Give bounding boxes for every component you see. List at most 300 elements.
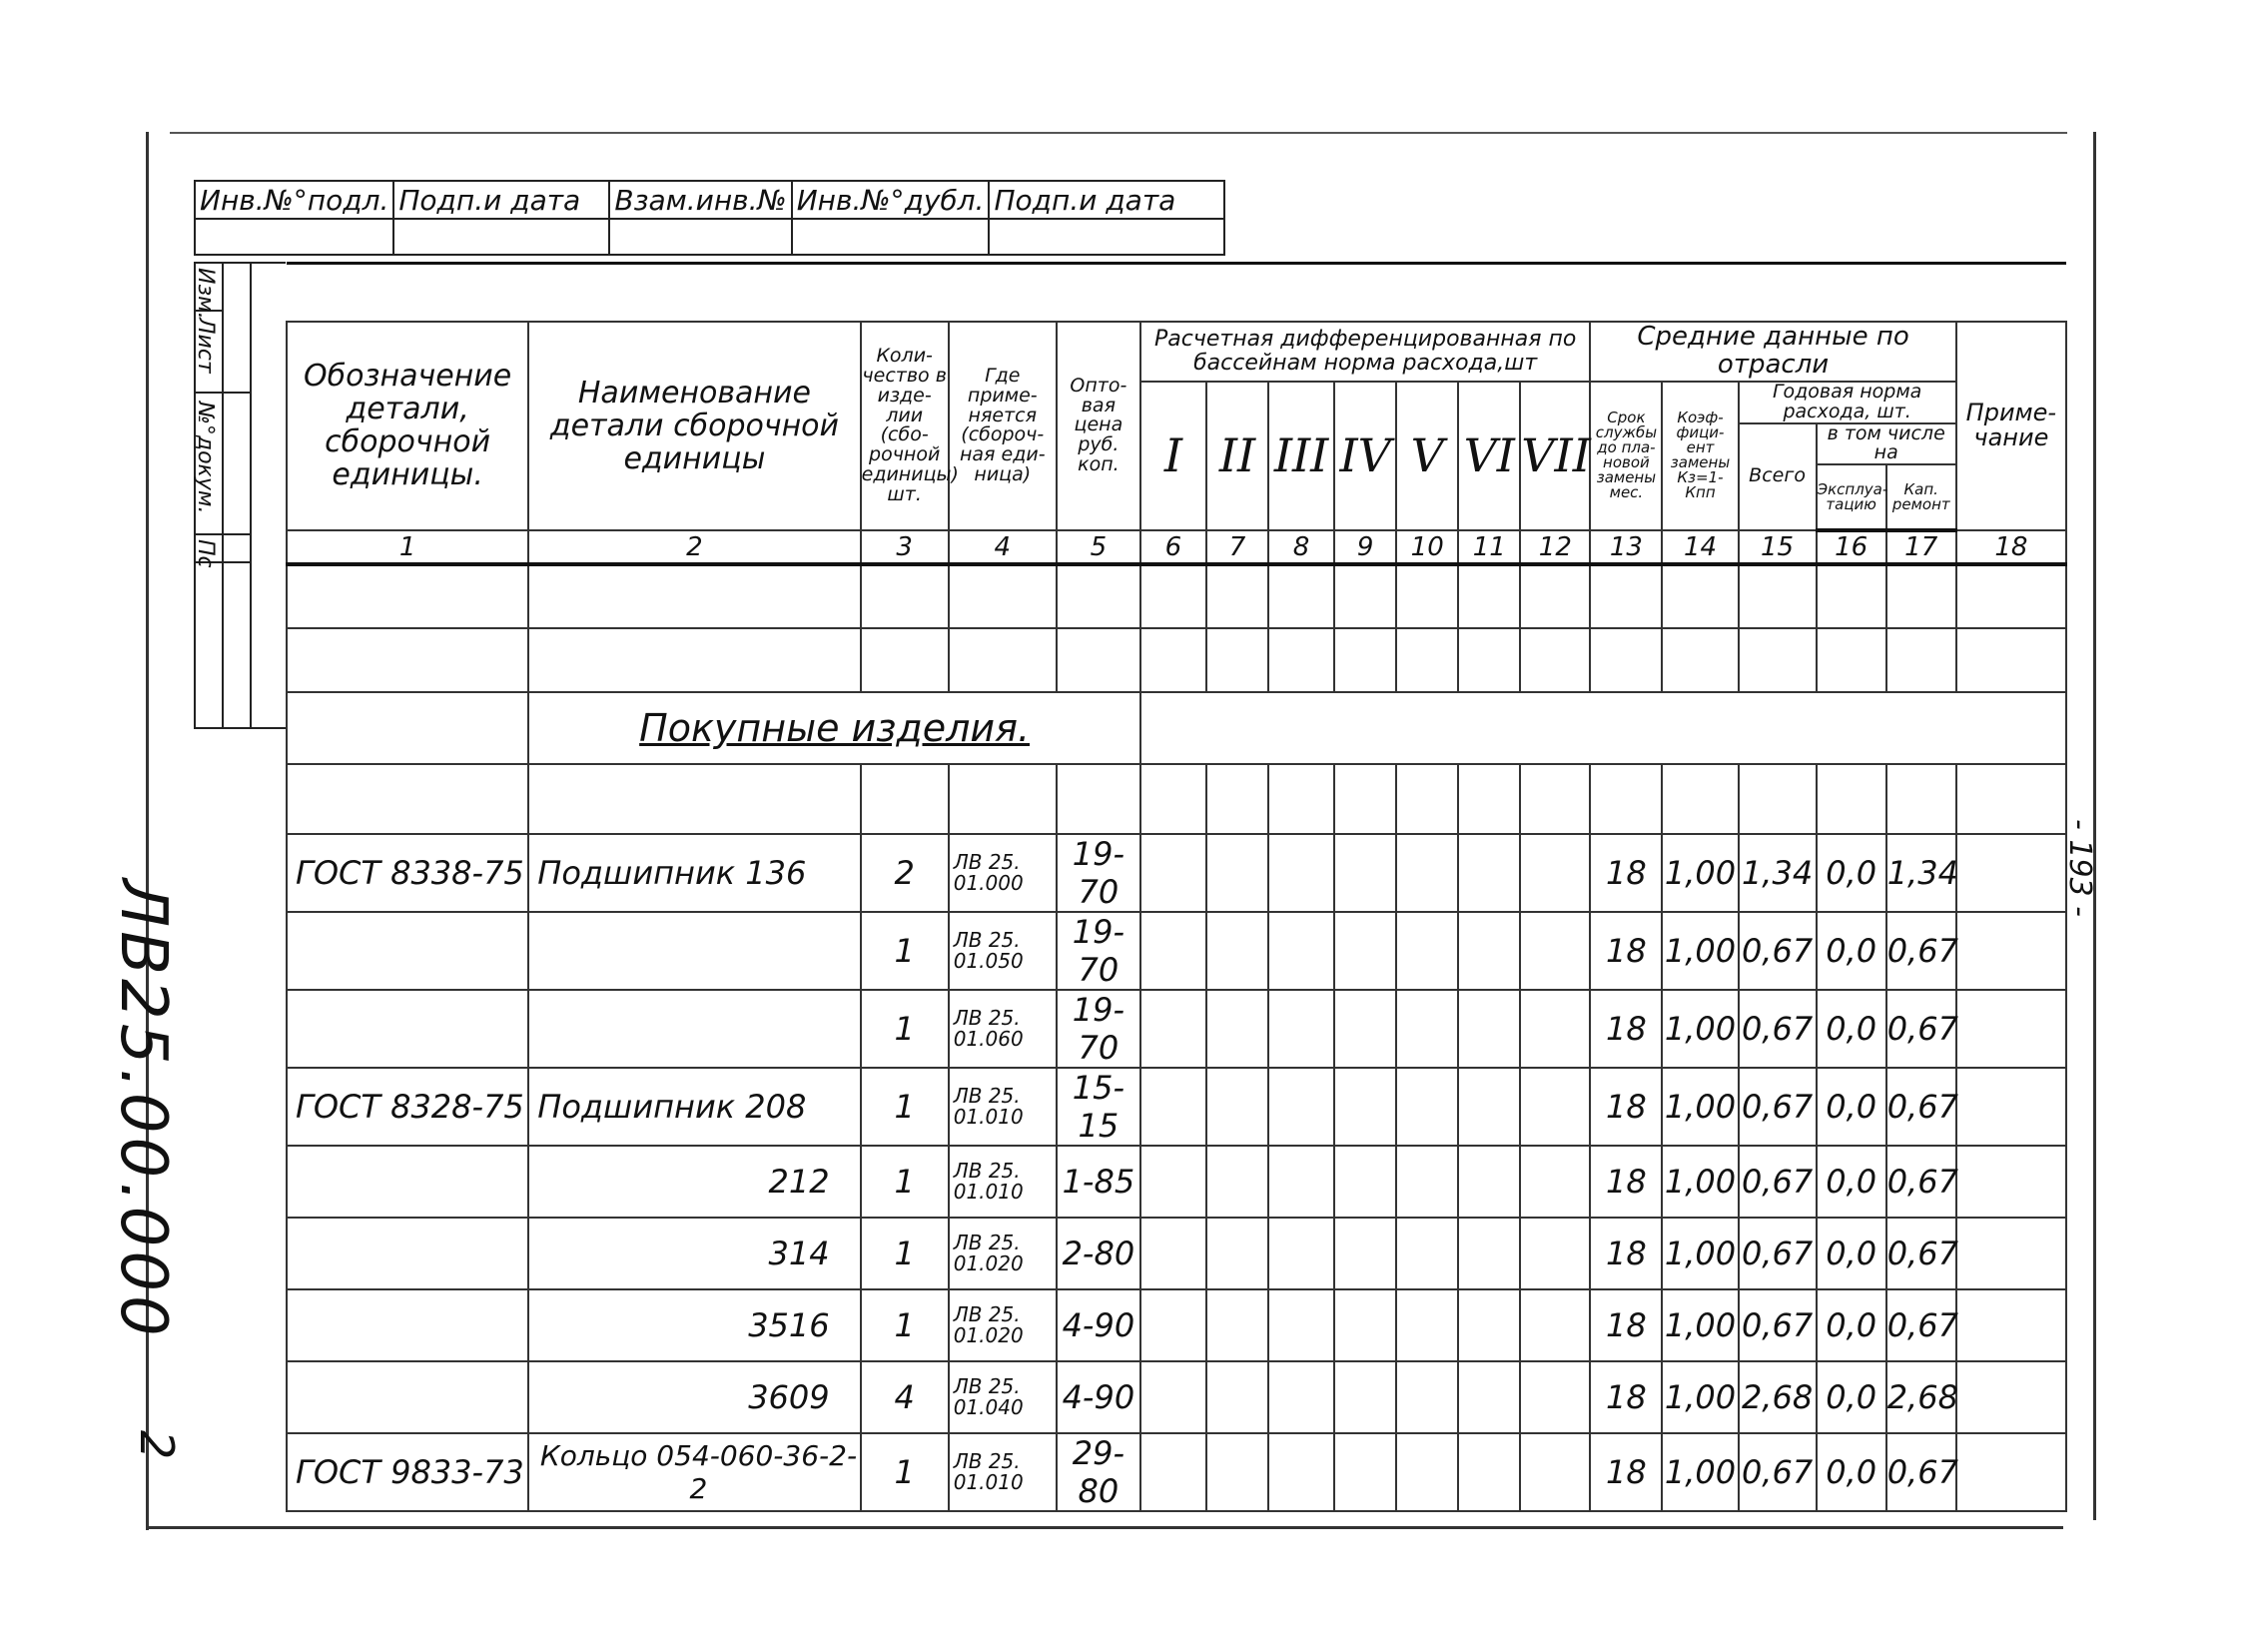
empty-cell bbox=[1520, 990, 1590, 1068]
empty-cell bbox=[287, 628, 528, 692]
column-number: 4 bbox=[949, 530, 1057, 564]
cell-cena: 2-80 bbox=[1057, 1218, 1140, 1289]
empty-row bbox=[287, 628, 2066, 692]
strip-line bbox=[194, 533, 250, 535]
cell-gde-primenyaetsya: ЛВ 25. 01.000 bbox=[949, 834, 1057, 912]
cell-naimenovanie: Подшипник 208 bbox=[528, 1068, 860, 1146]
section-title-cell bbox=[528, 692, 1140, 764]
empty-cell bbox=[1520, 1433, 1590, 1511]
column-number: 6 bbox=[1140, 530, 1206, 564]
empty-cell bbox=[287, 564, 528, 628]
table-row bbox=[287, 1218, 2066, 1289]
cell-cena: 1-85 bbox=[1057, 1146, 1140, 1218]
cell-oboznachenie: ГОСТ 8328-75 bbox=[287, 1068, 528, 1146]
empty-cell bbox=[1268, 564, 1334, 628]
empty-cell bbox=[1956, 1433, 2066, 1511]
empty-cell bbox=[1057, 628, 1140, 692]
strip-line bbox=[222, 262, 224, 729]
cell-koef: 1,00 bbox=[1662, 912, 1738, 990]
empty-cell bbox=[1206, 1146, 1268, 1218]
empty-cell bbox=[1057, 564, 1140, 628]
column-number: 17 bbox=[1886, 530, 1956, 564]
header-roman-5: V bbox=[1396, 382, 1458, 531]
cell-cena: 29-80 bbox=[1057, 1433, 1140, 1511]
empty-cell bbox=[1817, 628, 1886, 692]
empty-cell bbox=[1206, 1218, 1268, 1289]
cell-vsego: 0,67 bbox=[1739, 1218, 1817, 1289]
column-number: 2 bbox=[528, 530, 860, 564]
column-number: 18 bbox=[1956, 530, 2066, 564]
empty-cell bbox=[528, 628, 860, 692]
strip-line bbox=[194, 727, 286, 729]
empty-cell bbox=[1334, 1433, 1396, 1511]
cell-vsego: 0,67 bbox=[1739, 1289, 1817, 1361]
cell-koef: 1,00 bbox=[1662, 1433, 1738, 1511]
column-number: 14 bbox=[1662, 530, 1738, 564]
empty-cell bbox=[1817, 764, 1886, 834]
strip-line bbox=[194, 262, 286, 264]
stamp-cell-empty bbox=[195, 219, 393, 255]
cell-koef: 1,00 bbox=[1662, 1146, 1738, 1218]
empty-cell bbox=[1458, 1146, 1520, 1218]
sheet-number: 2 bbox=[130, 1430, 184, 1460]
empty-cell bbox=[1334, 1068, 1396, 1146]
empty-cell bbox=[1140, 990, 1206, 1068]
cell-kap-remont: 0,67 bbox=[1886, 990, 1956, 1068]
empty-cell bbox=[1268, 1146, 1334, 1218]
empty-cell bbox=[1956, 990, 2066, 1068]
cell-ekspluataciya: 0,0 bbox=[1817, 1218, 1886, 1289]
empty-cell bbox=[1886, 564, 1956, 628]
cell-kolichestvo: 1 bbox=[861, 1068, 949, 1146]
column-numbers-row bbox=[287, 530, 2066, 564]
strip-line bbox=[250, 262, 252, 729]
empty-cell bbox=[1396, 1218, 1458, 1289]
cell-kap-remont: 0,67 bbox=[1886, 1218, 1956, 1289]
empty-cell bbox=[1396, 1068, 1458, 1146]
empty-cell bbox=[1590, 628, 1662, 692]
empty-cell bbox=[1520, 1068, 1590, 1146]
cell-srok: 18 bbox=[1590, 1068, 1662, 1146]
empty-cell bbox=[1268, 1433, 1334, 1511]
cell-oboznachenie bbox=[287, 1146, 528, 1218]
empty-cell bbox=[1206, 834, 1268, 912]
column-number: 11 bbox=[1458, 530, 1520, 564]
empty-cell bbox=[1956, 764, 2066, 834]
cell-ekspluataciya: 0,0 bbox=[1817, 1146, 1886, 1218]
header-primechanie: Приме-чание bbox=[1956, 322, 2066, 531]
header-roman-6: VI bbox=[1458, 382, 1520, 531]
column-number: 8 bbox=[1268, 530, 1334, 564]
empty-cell bbox=[1956, 1361, 2066, 1433]
empty-cell bbox=[1662, 764, 1738, 834]
cell-cena: 19-70 bbox=[1057, 912, 1140, 990]
cell-oboznachenie bbox=[287, 1361, 528, 1433]
empty-cell bbox=[1458, 764, 1520, 834]
column-number: 7 bbox=[1206, 530, 1268, 564]
cell-naimenovanie: Кольцо 054-060-36-2-2 bbox=[528, 1433, 860, 1511]
empty-cell bbox=[1739, 564, 1817, 628]
cell-kolichestvo: 1 bbox=[861, 912, 949, 990]
cell-vsego: 0,67 bbox=[1739, 1146, 1817, 1218]
column-number: 13 bbox=[1590, 530, 1662, 564]
header-optovaya-cena: Опто-вая цена руб. коп. bbox=[1057, 322, 1140, 531]
empty-cell bbox=[1206, 764, 1268, 834]
empty-cell bbox=[1396, 628, 1458, 692]
table-row bbox=[287, 1068, 2066, 1146]
stamp-cell-empty bbox=[989, 219, 1224, 255]
table-row bbox=[287, 1289, 2066, 1361]
empty-cell bbox=[1334, 628, 1396, 692]
empty-cell bbox=[1886, 764, 1956, 834]
cell-kolichestvo: 2 bbox=[861, 834, 949, 912]
frame-bottom-line bbox=[146, 1526, 2063, 1529]
cell-oboznachenie bbox=[287, 1218, 528, 1289]
empty-cell bbox=[1458, 1433, 1520, 1511]
empty-cell bbox=[1886, 628, 1956, 692]
cell-oboznachenie: ГОСТ 8338-75 bbox=[287, 834, 528, 912]
data-rows bbox=[287, 834, 2066, 1511]
document-code: ЛВ25.00.000 bbox=[106, 879, 180, 1340]
empty-cell bbox=[1956, 912, 2066, 990]
cell-naimenovanie: Подшипник 136 bbox=[528, 834, 860, 912]
empty-cell bbox=[1334, 1361, 1396, 1433]
header-naimenovanie: Наименование детали сборочной единицы bbox=[528, 322, 860, 531]
header-oboznachenie: Обозначение детали, сборочной единицы. bbox=[287, 322, 528, 531]
empty-cell bbox=[861, 628, 949, 692]
empty-cell bbox=[1458, 990, 1520, 1068]
stamp-inv-podl: Инв.№°подл. bbox=[195, 181, 393, 219]
cell-koef: 1,00 bbox=[1662, 990, 1738, 1068]
empty-cell bbox=[1520, 1218, 1590, 1289]
cell-kolichestvo: 4 bbox=[861, 1361, 949, 1433]
cell-srok: 18 bbox=[1590, 990, 1662, 1068]
empty-cell bbox=[1057, 764, 1140, 834]
cell-oboznachenie: ГОСТ 9833-73 bbox=[287, 1433, 528, 1511]
empty-cell bbox=[1520, 628, 1590, 692]
stamp-cell-empty bbox=[609, 219, 791, 255]
empty-cell bbox=[1268, 1068, 1334, 1146]
cell-naimenovanie bbox=[528, 912, 860, 990]
cell-vsego: 0,67 bbox=[1739, 1068, 1817, 1146]
cell-gde-primenyaetsya: ЛВ 25. 01.050 bbox=[949, 912, 1057, 990]
empty-cell bbox=[1206, 1433, 1268, 1511]
empty-cell bbox=[1334, 564, 1396, 628]
empty-cell bbox=[1140, 628, 1206, 692]
empty-cell bbox=[1140, 564, 1206, 628]
table-row bbox=[287, 1433, 2066, 1511]
cell-kap-remont: 0,67 bbox=[1886, 1068, 1956, 1146]
empty-cell bbox=[287, 764, 528, 834]
empty-row bbox=[287, 764, 2066, 834]
table-row bbox=[287, 912, 2066, 990]
empty-cell bbox=[1140, 764, 1206, 834]
cell-vsego: 0,67 bbox=[1739, 1433, 1817, 1511]
empty-cell bbox=[1458, 1361, 1520, 1433]
header-kap-remont: Кап. ремонт bbox=[1886, 464, 1956, 530]
cell-ekspluataciya: 0,0 bbox=[1817, 1068, 1886, 1146]
header-godovaya-norma: Годовая норма расхода, шт. bbox=[1739, 382, 1956, 423]
table-row bbox=[287, 990, 2066, 1068]
empty-cell bbox=[1268, 834, 1334, 912]
cell-naimenovanie: 3516 bbox=[528, 1289, 860, 1361]
cell-srok: 18 bbox=[1590, 1146, 1662, 1218]
empty-cell bbox=[1140, 1361, 1206, 1433]
empty-cell bbox=[1739, 628, 1817, 692]
header-kolichestvo: Коли-чество в изде-лии (сбо-рочной единицы) шт. bbox=[861, 322, 949, 531]
stamp-podp-data-1: Подп.и дата bbox=[393, 181, 609, 219]
cell-kap-remont: 2,68 bbox=[1886, 1361, 1956, 1433]
table-row bbox=[287, 834, 2066, 912]
empty-cell bbox=[1520, 1146, 1590, 1218]
cell-naimenovanie bbox=[528, 990, 860, 1068]
empty-cell bbox=[1334, 834, 1396, 912]
cell-kolichestvo: 1 bbox=[861, 1146, 949, 1218]
header-roman-7: VII bbox=[1520, 382, 1590, 531]
empty-cell bbox=[1956, 628, 2066, 692]
empty-cell bbox=[1268, 628, 1334, 692]
cell-gde-primenyaetsya: ЛВ 25. 01.010 bbox=[949, 1068, 1057, 1146]
section-cell-empty bbox=[287, 692, 528, 764]
cell-kap-remont: 0,67 bbox=[1886, 1146, 1956, 1218]
cell-gde-primenyaetsya: ЛВ 25. 01.010 bbox=[949, 1146, 1057, 1218]
empty-cell bbox=[1396, 834, 1458, 912]
cell-koef: 1,00 bbox=[1662, 1361, 1738, 1433]
empty-cell bbox=[1334, 990, 1396, 1068]
empty-cell bbox=[1396, 1289, 1458, 1361]
cell-srok: 18 bbox=[1590, 1361, 1662, 1433]
header-roman-3: III bbox=[1268, 382, 1334, 531]
stamp-podp-data-2: Подп.и дата bbox=[989, 181, 1224, 219]
empty-cell bbox=[1334, 912, 1396, 990]
cell-cena: 19-70 bbox=[1057, 834, 1140, 912]
empty-cell bbox=[861, 564, 949, 628]
cell-gde-primenyaetsya: ЛВ 25. 01.060 bbox=[949, 990, 1057, 1068]
table-row bbox=[287, 1146, 2066, 1218]
empty-cell bbox=[949, 764, 1057, 834]
column-number: 15 bbox=[1739, 530, 1817, 564]
cell-oboznachenie bbox=[287, 1289, 528, 1361]
cell-kap-remont: 0,67 bbox=[1886, 1433, 1956, 1511]
cell-kap-remont: 0,67 bbox=[1886, 1289, 1956, 1361]
empty-cell bbox=[1206, 1068, 1268, 1146]
cell-koef: 1,00 bbox=[1662, 1218, 1738, 1289]
empty-cell bbox=[1396, 564, 1458, 628]
empty-cell bbox=[1956, 564, 2066, 628]
empty-cell bbox=[1520, 564, 1590, 628]
empty-cell bbox=[1458, 564, 1520, 628]
cell-kolichestvo: 1 bbox=[861, 1218, 949, 1289]
header-srok-sluzhby: Срок службы до пла-новой замены мес. bbox=[1590, 382, 1662, 531]
empty-cell bbox=[1520, 912, 1590, 990]
cell-kolichestvo: 1 bbox=[861, 1289, 949, 1361]
empty-cell bbox=[1520, 834, 1590, 912]
stamp-vzam-inv: Взам.инв.№ bbox=[609, 181, 791, 219]
empty-cell bbox=[1458, 1218, 1520, 1289]
table-row bbox=[287, 1361, 2066, 1433]
empty-cell bbox=[1206, 912, 1268, 990]
empty-cell bbox=[1458, 912, 1520, 990]
empty-row bbox=[287, 564, 2066, 628]
empty-cell bbox=[1956, 1289, 2066, 1361]
header-ekspluataciya: Эксплуа-тацию bbox=[1817, 464, 1886, 530]
empty-cell bbox=[861, 764, 949, 834]
cell-srok: 18 bbox=[1590, 912, 1662, 990]
header-raschetnaya-norma: Расчетная дифференцированная по бассейнам норма расхода,шт bbox=[1140, 322, 1590, 382]
cell-vsego: 1,34 bbox=[1739, 834, 1817, 912]
empty-cell bbox=[1590, 764, 1662, 834]
strip-label-izm: Изм. bbox=[193, 268, 218, 320]
empty-cell bbox=[1140, 1068, 1206, 1146]
empty-cell bbox=[1520, 1289, 1590, 1361]
column-number: 5 bbox=[1057, 530, 1140, 564]
cell-vsego: 0,67 bbox=[1739, 912, 1817, 990]
empty-cell bbox=[1206, 1289, 1268, 1361]
cell-gde-primenyaetsya: ЛВ 25. 01.040 bbox=[949, 1361, 1057, 1433]
empty-cell bbox=[1140, 834, 1206, 912]
cell-srok: 18 bbox=[1590, 1433, 1662, 1511]
empty-cell bbox=[1458, 834, 1520, 912]
empty-cell bbox=[1956, 1068, 2066, 1146]
cell-srok: 18 bbox=[1590, 834, 1662, 912]
empty-cell bbox=[1206, 990, 1268, 1068]
cell-srok: 18 bbox=[1590, 1289, 1662, 1361]
strip-line bbox=[194, 392, 250, 394]
stamp-inv-dubl: Инв.№°дубл. bbox=[792, 181, 990, 219]
section-title-row bbox=[287, 692, 2066, 764]
empty-cell bbox=[1268, 764, 1334, 834]
cell-ekspluataciya: 0,0 bbox=[1817, 834, 1886, 912]
strip-label-dokum: №°докум. bbox=[193, 402, 218, 514]
empty-cell bbox=[1662, 564, 1738, 628]
column-number: 9 bbox=[1334, 530, 1396, 564]
stamp-cell-empty bbox=[792, 219, 990, 255]
cell-vsego: 0,67 bbox=[1739, 990, 1817, 1068]
empty-cell bbox=[1140, 1289, 1206, 1361]
cell-ekspluataciya: 0,0 bbox=[1817, 1433, 1886, 1511]
cell-naimenovanie: 212 bbox=[528, 1146, 860, 1218]
cell-cena: 19-70 bbox=[1057, 990, 1140, 1068]
empty-cell bbox=[1662, 628, 1738, 692]
cell-koef: 1,00 bbox=[1662, 1068, 1738, 1146]
cell-naimenovanie: 314 bbox=[528, 1218, 860, 1289]
header-koefficient: Коэф-фици-ент замены Кз=1-Кпп bbox=[1662, 382, 1738, 531]
stamp-cell-empty bbox=[393, 219, 609, 255]
cell-kap-remont: 0,67 bbox=[1886, 912, 1956, 990]
cell-koef: 1,00 bbox=[1662, 1289, 1738, 1361]
cell-kolichestvo: 1 bbox=[861, 1433, 949, 1511]
empty-cell bbox=[1206, 628, 1268, 692]
cell-gde-primenyaetsya: ЛВ 25. 01.010 bbox=[949, 1433, 1057, 1511]
cell-kap-remont: 1,34 bbox=[1886, 834, 1956, 912]
cell-srok: 18 bbox=[1590, 1218, 1662, 1289]
column-number: 10 bbox=[1396, 530, 1458, 564]
empty-cell bbox=[1458, 628, 1520, 692]
header-roman-4: IV bbox=[1334, 382, 1396, 531]
empty-cell bbox=[1140, 1433, 1206, 1511]
empty-cell bbox=[1396, 1433, 1458, 1511]
cell-cena: 4-90 bbox=[1057, 1361, 1140, 1433]
empty-cell bbox=[1396, 1146, 1458, 1218]
cell-cena: 15-15 bbox=[1057, 1068, 1140, 1146]
empty-cell bbox=[528, 564, 860, 628]
table-top-spacer bbox=[287, 264, 2066, 322]
empty-cell bbox=[1458, 1289, 1520, 1361]
header-roman-1: I bbox=[1140, 382, 1206, 531]
empty-cell bbox=[949, 628, 1057, 692]
empty-cell bbox=[1206, 564, 1268, 628]
cell-oboznachenie bbox=[287, 912, 528, 990]
cell-naimenovanie: 3609 bbox=[528, 1361, 860, 1433]
cell-gde-primenyaetsya: ЛВ 25. 01.020 bbox=[949, 1289, 1057, 1361]
empty-cell bbox=[1396, 912, 1458, 990]
strip-label-list: Лист bbox=[193, 318, 218, 374]
cell-ekspluataciya: 0,0 bbox=[1817, 912, 1886, 990]
revision-strip bbox=[194, 262, 294, 729]
stamp-table bbox=[194, 180, 1225, 256]
page-number: - 193 - bbox=[2062, 819, 2097, 917]
empty-cell bbox=[1520, 1361, 1590, 1433]
empty-cell bbox=[1268, 1361, 1334, 1433]
empty-cell bbox=[949, 564, 1057, 628]
header-vsego: Всего bbox=[1739, 423, 1817, 531]
empty-cell bbox=[1396, 764, 1458, 834]
empty-cell bbox=[1396, 1361, 1458, 1433]
empty-cell bbox=[1268, 912, 1334, 990]
empty-cell bbox=[1956, 1218, 2066, 1289]
empty-cell bbox=[1956, 1146, 2066, 1218]
empty-cell bbox=[1334, 764, 1396, 834]
cell-cena: 4-90 bbox=[1057, 1289, 1140, 1361]
empty-cell bbox=[1140, 912, 1206, 990]
cell-ekspluataciya: 0,0 bbox=[1817, 1361, 1886, 1433]
empty-cell bbox=[1458, 1068, 1520, 1146]
header-srednie-dannye: Средние данные по отрасли bbox=[1590, 322, 1955, 382]
empty-cell bbox=[528, 764, 860, 834]
empty-cell bbox=[1268, 1218, 1334, 1289]
empty-cell bbox=[1140, 1218, 1206, 1289]
cell-koef: 1,00 bbox=[1662, 834, 1738, 912]
empty-cell bbox=[1140, 1146, 1206, 1218]
header-roman-2: II bbox=[1206, 382, 1268, 531]
column-number: 16 bbox=[1817, 530, 1886, 564]
empty-cell bbox=[1817, 564, 1886, 628]
norms-table bbox=[286, 262, 2067, 1512]
empty-cell bbox=[1396, 990, 1458, 1068]
cell-vsego: 2,68 bbox=[1739, 1361, 1817, 1433]
empty-cell bbox=[1334, 1289, 1396, 1361]
section-title: Покупные изделия. bbox=[639, 706, 1031, 751]
column-number: 3 bbox=[861, 530, 949, 564]
section-cell-empty bbox=[1140, 692, 2066, 764]
empty-cell bbox=[1956, 834, 2066, 912]
cell-ekspluataciya: 0,0 bbox=[1817, 1289, 1886, 1361]
cell-gde-primenyaetsya: ЛВ 25. 01.020 bbox=[949, 1218, 1057, 1289]
empty-cell bbox=[1268, 990, 1334, 1068]
empty-cell bbox=[1590, 564, 1662, 628]
empty-cell bbox=[1334, 1218, 1396, 1289]
column-number: 12 bbox=[1520, 530, 1590, 564]
empty-cell bbox=[1268, 1289, 1334, 1361]
empty-cell bbox=[1334, 1146, 1396, 1218]
cell-ekspluataciya: 0,0 bbox=[1817, 990, 1886, 1068]
column-number: 1 bbox=[287, 530, 528, 564]
empty-cell bbox=[1520, 764, 1590, 834]
cell-oboznachenie bbox=[287, 990, 528, 1068]
empty-cell bbox=[1206, 1361, 1268, 1433]
header-v-tom-chisle: в том числе на bbox=[1817, 423, 1956, 465]
strip-label-ps: Пс bbox=[193, 539, 218, 568]
